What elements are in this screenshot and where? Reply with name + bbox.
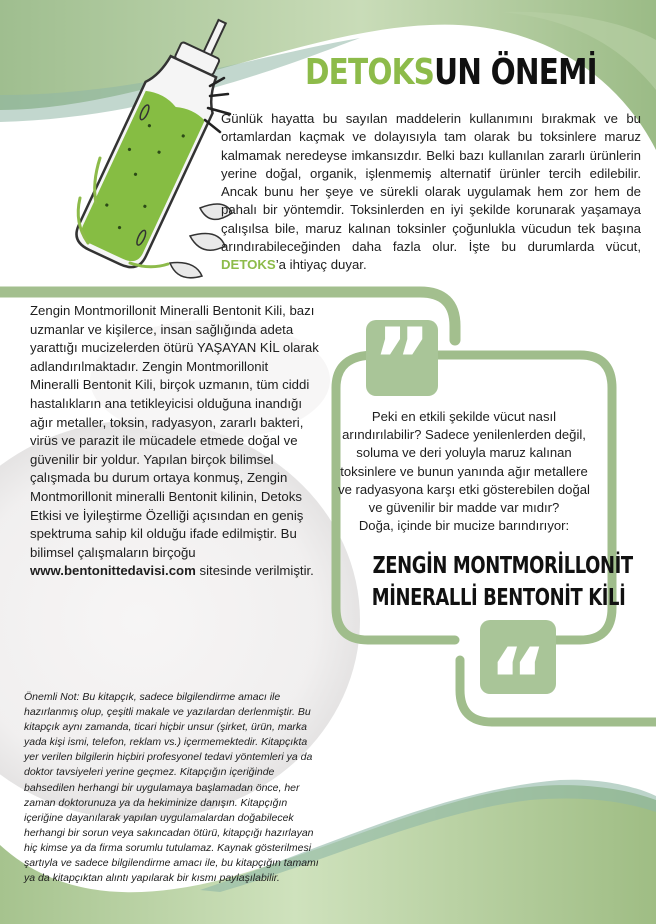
quote-question [336, 408, 592, 535]
quote-headline [336, 550, 633, 614]
headline-line-1: ZENGİN MONTMORİLLONİT [372, 553, 633, 579]
intro-text: Günlük hayatta bu sayılan maddelerin kullanımını bırakmak ve bu ortamlardan kaçmak ve dolayısıyla tam olarak bu toksinlere maruz kalmamak neredeyse imkansızdır. Belki bazı kullanılan zararlı ürünlerin yerine doğal, organik, işlenmemiş alternatif ürünler tercih edilebilir. Ancak bunu her şeye ve sürekli olarak uygulamak hem zor hem de pahalı bir yöntemdir. Toksinlerden en iyi şekilde korunarak yaşamaya çalışılsa bile, maruz kalınan toksinler çoğunlukla vücudun tek başına arındırabileceğinden daha fazla olur. İşte bu durumlarda vücut, [221, 111, 641, 255]
intro-text-end: ’a ihtiyaç duyar. [275, 257, 367, 273]
intro-paragraph [221, 110, 641, 275]
smoothie-bottle-illustration [60, 8, 235, 283]
quote-question-text: Peki en etkili şekilde vücut nasıl arındırılabilir? Sadece yenilenlerden değil, soluma ve deri yoluyla maruz kalınan toksinlere ve bunun yanında ağır metallere ve radyasyona karşı etki gösterebilen doğal ve güvenilir bir madde var mıdır? [338, 409, 590, 516]
left-column-end: sitesinde verilmiştir. [195, 563, 314, 579]
disclaimer-note: Önemli Not: Bu kitapçık, sadece bilgilendirme amacı ile hazırlanmış olup, çeşitli makale ve yazılardan derlenmiştir. Bu kitapçık aynı zamanda, ticari hiçbir unsur (şirket, ürün, marka yada kişi ismi, telefon, reklam vs.) içermemektedir. Kitapçıkta yer verilen bilgilerin hiçbiri profesyonel tedavi yöntemleri ya da doktor tavsiyeleri yerine geçmez. Kitapçığın içeriğinde bahsedilen herhangi bir uygulamaya başlamadan önce, her zaman doktorunuza ya da hekiminize danışın. Kitapçığın içeriğine dayanılarak yapılan uygulamalardan doğabilecek herhangi bir sorun veya sakıncadan ötürü, kitapçığı hazırlayan hiç kimse ya da firma sorumlu tutulamaz. Kaynak gösterilmesi şartıyla ve sadece bilgilendirme amacı ile, bu kitapçığın tamamı ya da kitapçıktan alıntı yapılarak bir kısmı paylaşılabilir. [24, 691, 319, 885]
closing-quote-icon: ” [372, 309, 432, 414]
opening-quote-icon: “ [488, 629, 548, 734]
left-column-body: Zengin Montmorillonit Mineralli Bentonit Kili, bazı uzmanlar ve kişilerce, insan sağlığında adeta yarattığı mucizelerden ötürü YAŞAYAN KİL olarak adlandırılmaktadır. Zengin Montmorillonit Mineralli Bentonit Kili, birçok uzmanın, tüm ciddi hastalıkların ana tetikleyicisi olduğuna inandığı ağır metaller, toksin, radyasyon, zararlı bakteri, virüs ve parazit ile mücadele etmede doğal ve güvenilir bir yoldur. Yapılan birçok bilimsel çalışmada bu durum ortaya konmuş, Zengin Montmorillonit mineralli Bentonit kilinin, Detoks Etkisi ve İyileştirme Özelliği açısından en geniş spektruma sahip kil olduğu ifade edilmiştir. Bu bilimsel çalışmaların birçoğu [30, 303, 319, 560]
title-highlight: DETOKS [305, 52, 435, 93]
detoks-highlight: DETOKS [221, 257, 276, 273]
left-column-text [30, 302, 320, 581]
headline-line-2: MİNERALLİ BENTONİT KİLİ [371, 585, 626, 611]
quote-lead-text: Doğa, içinde bir mucize barındırıyor: [358, 518, 570, 534]
page-title [305, 52, 597, 94]
title-rest: UN ÖNEMİ [434, 52, 597, 93]
quote-badge-bottom [480, 620, 556, 734]
website-link[interactable]: www.bentonittedavisi.com [30, 563, 196, 579]
quote-badge-top [366, 309, 438, 414]
